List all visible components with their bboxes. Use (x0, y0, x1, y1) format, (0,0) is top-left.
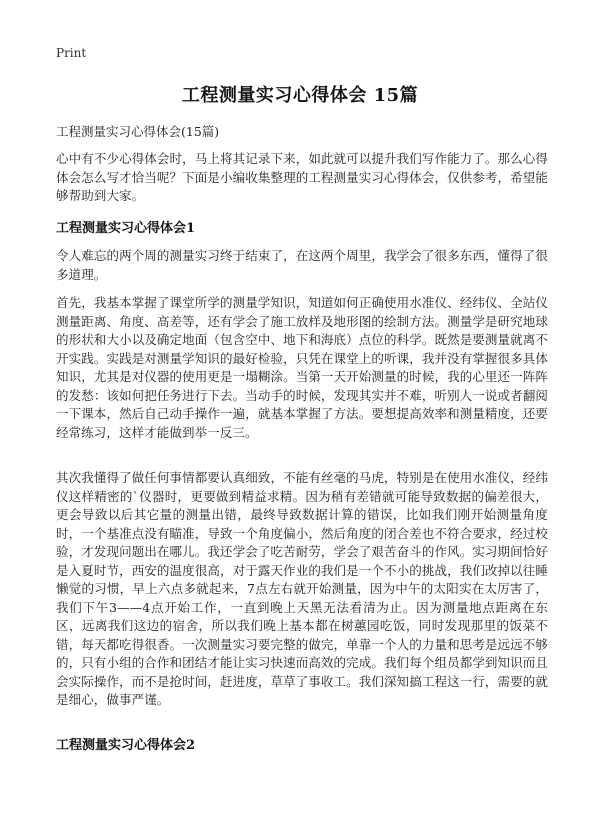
section1-paragraph-2: 首先，我基本掌握了课堂所学的测量学知识，知道如何正确使用水准仪、经纬仪、全站仪测量距离、角度、高差等，还有学会了施工放样及地形图的绘制方法。测量学是研究地球的形状和大小以及确定地面（包含空中、地下和海底）点位的科学。既然是要测量就离不开实践。实践是对测量学知识的最好检验，只凭在课堂上的听课，我并没有掌握很多具体知识，尤其是对仪器的使用更是一塌糊涂。当第一天开始测量的时候，我的心里还一阵阵的发愁：该如何把任务进行下去。当动手的时候，发现其实并不难，听别人一说或者翻阅一下课本，然后自己动手操作一遍，就基本掌握了方法。要想提高效率和测量精度，还要经常练习，这样才能做到举一反三。 (56, 295, 548, 440)
section1-paragraph-3: 其次我懂得了做任何事情都要认真细致，不能有丝毫的马虎，特别是在使用水准仪，经纬仪这样精密的`仪器时，更要做到精益求精。因为稍有差错就可能导致数据的偏差很大，更会导致以后其它量的测量出错，最终导致数据计算的错误，比如我们刚开始测量角度时，一个基准点没有瞄准，导致一个角度偏小，然后角度的闭合差也不符合要求，经过校验，才发现问题出在哪儿。我还学会了吃苦耐劳，学会了艰苦奋斗的作风。实习期间恰好是入夏时节，西安的温度很高，对于露天作业的我们是一个不小的挑战，我们改掉以往睡懒觉的习惯，早上六点多就起来，7点左右就开始测量，因为中午的太阳实在太厉害了，我们下午3——4点开始工作，一直到晚上天黑无法看清为止。因为测量地点距离在东区，远离我们这边的宿舍，所以我们晚上基本都在树蕙园吃饭，同时发现那里的饭菜不错，每天都吃得很香。一次测量实习要完整的做完，单靠一个人的力量和思考是远远不够的，只有小组的合作和团结才能让实习快速而高效的完成。我们每个组员都学到知识而且会实际操作，而不是抢时间，赶进度，草草了事收工。我们深知搞工程这一行，需要的就是细心，做事严谨。 (56, 470, 548, 707)
page-title: 工程测量实习心得体会 15篇 (181, 85, 419, 106)
section-heading-1: 工程测量实习心得体会1 (56, 221, 196, 236)
print-label[interactable]: Print (56, 46, 87, 60)
section1-paragraph-1: 令人难忘的两个周的测量实习终于结束了，在这两个周里，我学会了很多东西，懂得了很多道理。 (56, 248, 548, 282)
document-subtitle: 工程测量实习心得体会(15篇) (56, 124, 220, 139)
section-heading-2: 工程测量实习心得体会2 (56, 738, 196, 753)
intro-paragraph: 心中有不少心得体会时，马上将其记录下来，如此就可以提升我们写作能力了。那么心得体会怎么写才恰当呢？下面是小编收集整理的工程测量实习心得体会，仅供参考，希望能够帮助到大家。 (56, 151, 548, 203)
